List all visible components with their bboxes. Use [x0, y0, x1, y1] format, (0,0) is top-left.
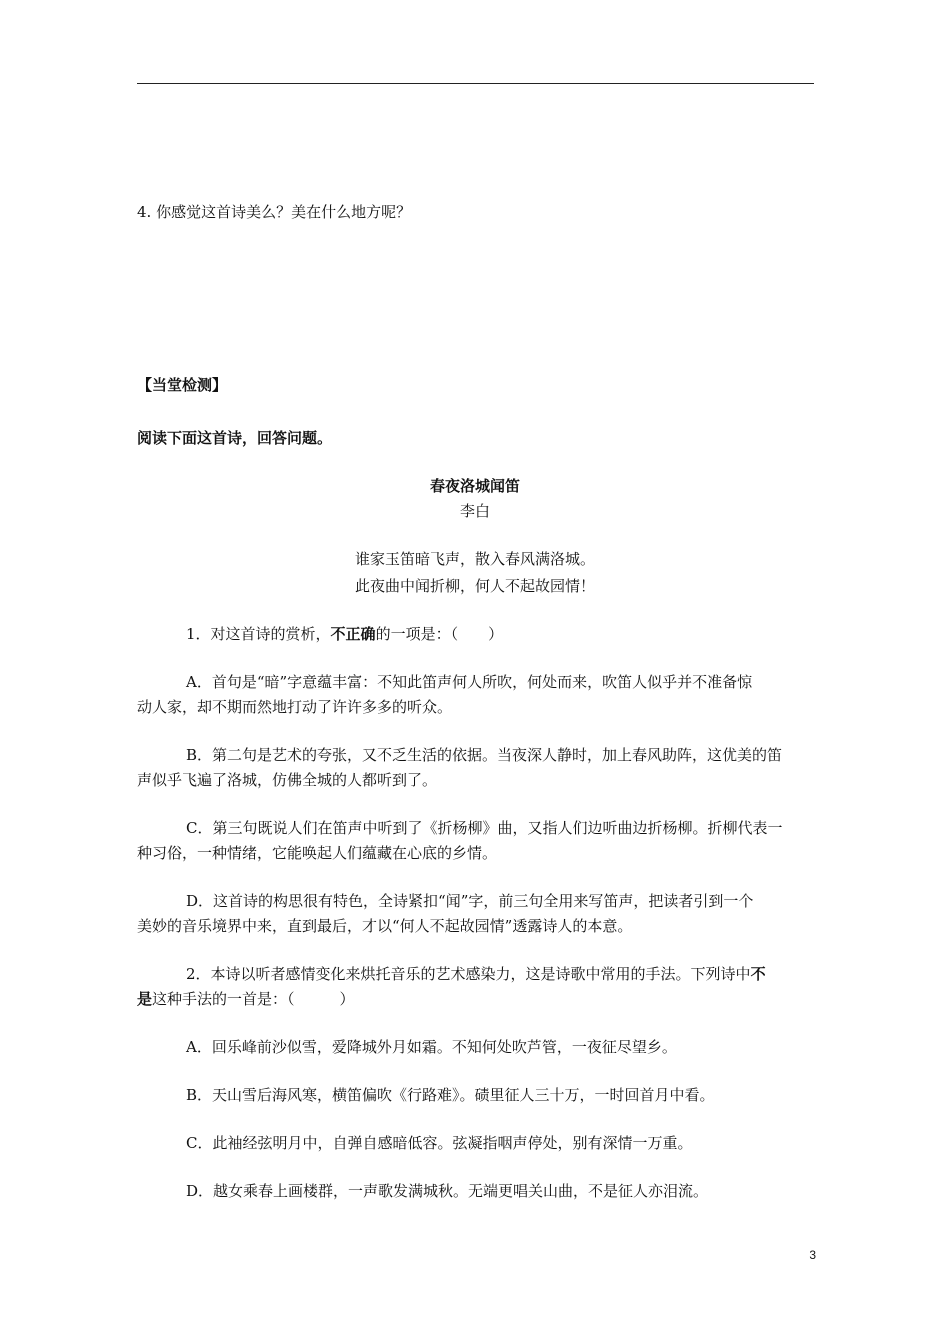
- q1-option-a-line-1: A．首句是“暗”字意蕴丰富：不知此笛声何人所吹，何处而来，吹笛人似乎并不准备惊: [186, 673, 753, 691]
- poem-title: 春夜洛城闻笛: [429, 477, 520, 495]
- poem-author: 李白: [459, 502, 490, 520]
- question-4: 4. 你感觉这首诗美么？美在什么地方呢？: [137, 203, 412, 221]
- q2-option-c: C．此袖经弦明月中，自弹自感暗低容。弦凝指咽声停处，别有深情一万重。: [186, 1134, 693, 1152]
- q1-option-c-line-1: C．第三句既说人们在笛声中听到了《折杨柳》曲，又指人们边听曲边折杨柳。折柳代表一: [186, 819, 783, 837]
- q2-option-a: A．回乐峰前沙似雪，爱降城外月如霜。不知何处吹芦管，一夜征尽望乡。: [186, 1038, 677, 1056]
- page-number: 3: [809, 1248, 816, 1262]
- section-title: 【当堂检测】: [137, 376, 228, 394]
- question-1-post: 的一项是：（ ）: [375, 625, 504, 643]
- question-2-stem-line-2: [137, 989, 355, 1009]
- question-1-pre: 1．对这首诗的赏析，: [186, 625, 331, 643]
- question-2-pre: 2．本诗以听者感情变化来烘托音乐的艺术感染力，这是诗歌中常用的手法。下列诗中: [186, 965, 751, 983]
- q1-option-d-line-1: D．这首诗的构思很有特色，全诗紧扣“闻”字，前三句全用来写笛声，把读者引到一个: [186, 892, 754, 910]
- q2-option-d: D．越女乘春上画楼群，一声歌发满城秋。无端更唱关山曲，不是征人亦泪流。: [186, 1182, 709, 1200]
- question-2-emphasis-1: 不: [750, 965, 766, 983]
- q1-option-b-line-1: B．第二句是艺术的夸张，又不乏生活的依据。当夜深人静时，加上春风助阵，这优美的笛: [186, 746, 783, 764]
- question-2-emphasis-2: 是: [137, 990, 153, 1008]
- q1-option-c-line-2: 种习俗，一种情绪，它能唤起人们蕴藏在心底的乡情。: [137, 844, 498, 862]
- q1-option-d-line-2: 美妙的音乐境界中来，直到最后，才以“何人不起故园情”透露诗人的本意。: [137, 917, 633, 935]
- q1-option-a-line-2: 动人家，却不期而然地打动了许许多多的听众。: [137, 698, 453, 716]
- instruction: 阅读下面这首诗，回答问题。: [137, 429, 333, 447]
- question-1-stem: [186, 624, 503, 644]
- q1-option-b-line-2: 声似乎飞遍了洛城，仿佛全城的人都听到了。: [137, 771, 438, 789]
- header-rule: [137, 83, 814, 84]
- question-2-stem-line-1: [186, 964, 766, 984]
- question-1-emphasis: 不正确: [330, 625, 376, 643]
- q2-option-b: B．天山雪后海风寒，横笛偏吹《行路难》。碛里征人三十万，一时回首月中看。: [186, 1086, 715, 1104]
- poem-line-2: 此夜曲中闻折柳，何人不起故园情！: [354, 577, 595, 595]
- question-2-post: 这种手法的一首是：（ ）: [152, 990, 355, 1008]
- poem-line-1: 谁家玉笛暗飞声，散入春风满洛城。: [354, 550, 595, 568]
